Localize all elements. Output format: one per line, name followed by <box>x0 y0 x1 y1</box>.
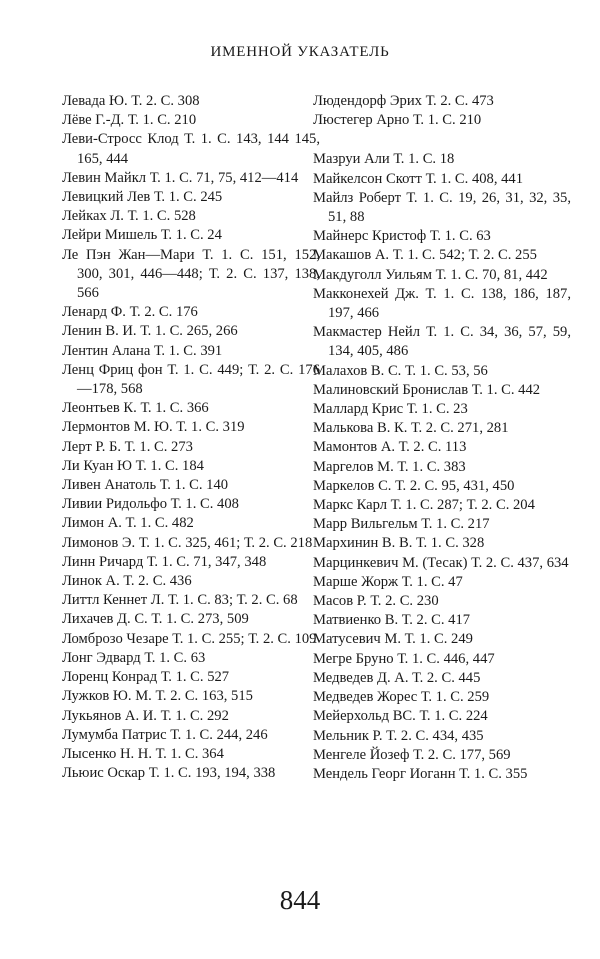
index-entry: Людендорф Эрих Т. 2. С. 473 <box>313 93 494 109</box>
index-entry: Левада Ю. Т. 2. С. 308 <box>62 93 200 109</box>
index-entry: Матусевич М. Т. 1. С. 249 <box>313 631 473 648</box>
page-header: ИМЕННОЙ УКАЗАТЕЛЬ <box>210 44 390 60</box>
index-entry: Макдуголл Уильям Т. 1. С. 70, 81, 442 <box>313 266 548 283</box>
index-entry: Ленин В. И. Т. 1. С. 265, 266 <box>62 323 238 340</box>
index-entry: Лукьянов А. И. Т. 1. С. 292 <box>62 707 229 724</box>
page-number: 844 <box>279 885 321 915</box>
index-entry: Ливии Ридольфо Т. 1. С. 408 <box>62 496 239 513</box>
index-group-l-continued <box>313 92 571 130</box>
index-entry: Мельник Р. Т. 2. С. 434, 435 <box>313 727 484 744</box>
index-entry: Марр Вильгельм Т. 1. С. 217 <box>313 516 490 533</box>
index-entry: Лёве Г.-Д. Т. 1. С. 210 <box>62 112 197 129</box>
index-entry: Мамонтов А. Т. 2. С. 113 <box>313 439 467 456</box>
index-entry: Майнерс Кристоф Т. 1. С. 63 <box>313 228 491 245</box>
index-entry: Лермонтов М. Ю. Т. 1. С. 319 <box>62 419 245 436</box>
index-entry: Макашов А. Т. 1. С. 542; Т. 2. С. 255 <box>313 247 537 264</box>
index-entry: Лоренц Конрад Т. 1. С. 527 <box>62 669 230 686</box>
index-entry: Леонтьев К. Т. 1. С. 366 <box>62 400 209 417</box>
index-entry: Марше Жорж Т. 1. С. 47 <box>313 573 463 590</box>
index-entry: Линн Ричард Т. 1. С. 71, 347, 348 <box>62 553 267 570</box>
index-entry: Малахов В. С. Т. 1. С. 53, 56 <box>313 362 488 379</box>
index-entry: Ломброзо Чезаре Т. 1. С. 255; Т. 2. С. 109 <box>62 630 317 647</box>
index-entry: Ли Куан Ю Т. 1. С. 184 <box>62 457 204 474</box>
index-entry: Ле Пэн Жан—Мари Т. 1. С. 151, 152, 300, 301, 446—448; Т. 2. С. 137, 138, 566 <box>62 246 320 302</box>
index-group-m <box>313 150 571 784</box>
index-entry: Лейках Л. Т. 1. С. 528 <box>62 208 196 225</box>
index-entry: Макконехей Дж. Т. 1. С. 138, 186, 187, 197, 466 <box>313 285 571 322</box>
index-entry: Мегре Бруно Т. 1. С. 446, 447 <box>313 650 495 667</box>
index-entry: Лонг Эдвард Т. 1. С. 63 <box>62 649 206 666</box>
index-entry: Майкелсон Скотт Т. 1. С. 408, 441 <box>313 170 524 187</box>
index-entry: Литтл Кеннет Л. Т. 1. С. 83; Т. 2. С. 68 <box>62 592 298 609</box>
index-entry: Маркелов С. Т. 2. С. 95, 431, 450 <box>313 477 515 494</box>
index-entry: Матвиенко В. Т. 2. С. 417 <box>313 612 471 629</box>
index-entry: Ленц Фриц фон Т. 1. С. 449; Т. 2. С. 176—178, 568 <box>62 361 320 398</box>
index-entry: Мархинин В. В. Т. 1. С. 328 <box>313 535 485 552</box>
index-entry: Медведев Жорес Т. 1. С. 259 <box>313 689 490 706</box>
index-entry: Малькова В. К. Т. 2. С. 271, 281 <box>313 420 509 437</box>
index-entry: Мазруи Али Т. 1. С. 18 <box>313 151 455 168</box>
index-entry: Ливен Анатоль Т. 1. С. 140 <box>62 477 229 494</box>
index-entry: Леви-Стросс Клод Т. 1. С. 143, 144 145, 165, 444 <box>62 131 320 167</box>
index-entry: Лысенко Н. Н. Т. 1. С. 364 <box>62 745 224 762</box>
index-entry: Люстегер Арно Т. 1. С. 210 <box>313 112 482 129</box>
index-entry: Маргелов М. Т. 1. С. 383 <box>313 458 466 475</box>
index-entry: Лейри Мишель Т. 1. С. 24 <box>62 227 222 244</box>
index-entry: Лужков Ю. М. Т. 2. С. 163, 515 <box>62 688 253 705</box>
index-entry: Майлз Роберт Т. 1. С. 19, 26, 31, 32, 35, 51, 88 <box>313 189 571 226</box>
index-entry: Маркс Карл Т. 1. С. 287; Т. 2. С. 204 <box>313 497 535 514</box>
index-entry: Ленард Ф. Т. 2. С. 176 <box>62 304 198 321</box>
index-entry: Линок А. Т. 2. С. 436 <box>62 573 192 590</box>
index-entry: Мендель Георг Иоганн Т. 1. С. 355 <box>313 765 528 782</box>
index-entry: Медведев Д. А. Т. 2. С. 445 <box>313 669 481 686</box>
index-entry: Марцинкевич М. (Тесак) Т. 2. С. 437, 634 <box>313 554 569 571</box>
index-entry: Левин Майкл Т. 1. С. 71, 75, 412—414 <box>62 169 299 186</box>
index-entry: Макмастер Нейл Т. 1. С. 34, 36, 57, 59, 134, 405, 486 <box>313 324 571 360</box>
index-entry: Маллард Крис Т. 1. С. 23 <box>313 401 468 418</box>
index-entry: Масов Р. Т. 2. С. 230 <box>313 593 439 610</box>
index-entry: Левицкий Лев Т. 1. С. 245 <box>62 189 223 206</box>
index-entry: Лимон А. Т. 1. С. 482 <box>62 515 194 532</box>
index-entry: Мейерхольд ВС. Т. 1. С. 224 <box>313 708 488 725</box>
index-entry: Лентин Алана Т. 1. С. 391 <box>62 342 223 359</box>
letter-group-gap <box>313 130 571 150</box>
index-entry: Лихачев Д. С. Т. 1. С. 273, 509 <box>62 611 249 628</box>
index-entry: Менгеле Йозеф Т. 2. С. 177, 569 <box>313 746 511 763</box>
index-column-left <box>62 92 320 783</box>
index-entry: Лимонов Э. Т. 1. С. 325, 461; Т. 2. С. 218 <box>62 534 313 551</box>
index-entry: Лерт Р. Б. Т. 1. С. 273 <box>62 438 193 455</box>
index-entry: Малиновский Бронислав Т. 1. С. 442 <box>313 381 541 398</box>
index-column-right <box>313 92 571 784</box>
index-entry: Льюис Оскар Т. 1. С. 193, 194, 338 <box>62 765 276 782</box>
index-entry: Лумумба Патрис Т. 1. С. 244, 246 <box>62 726 268 743</box>
